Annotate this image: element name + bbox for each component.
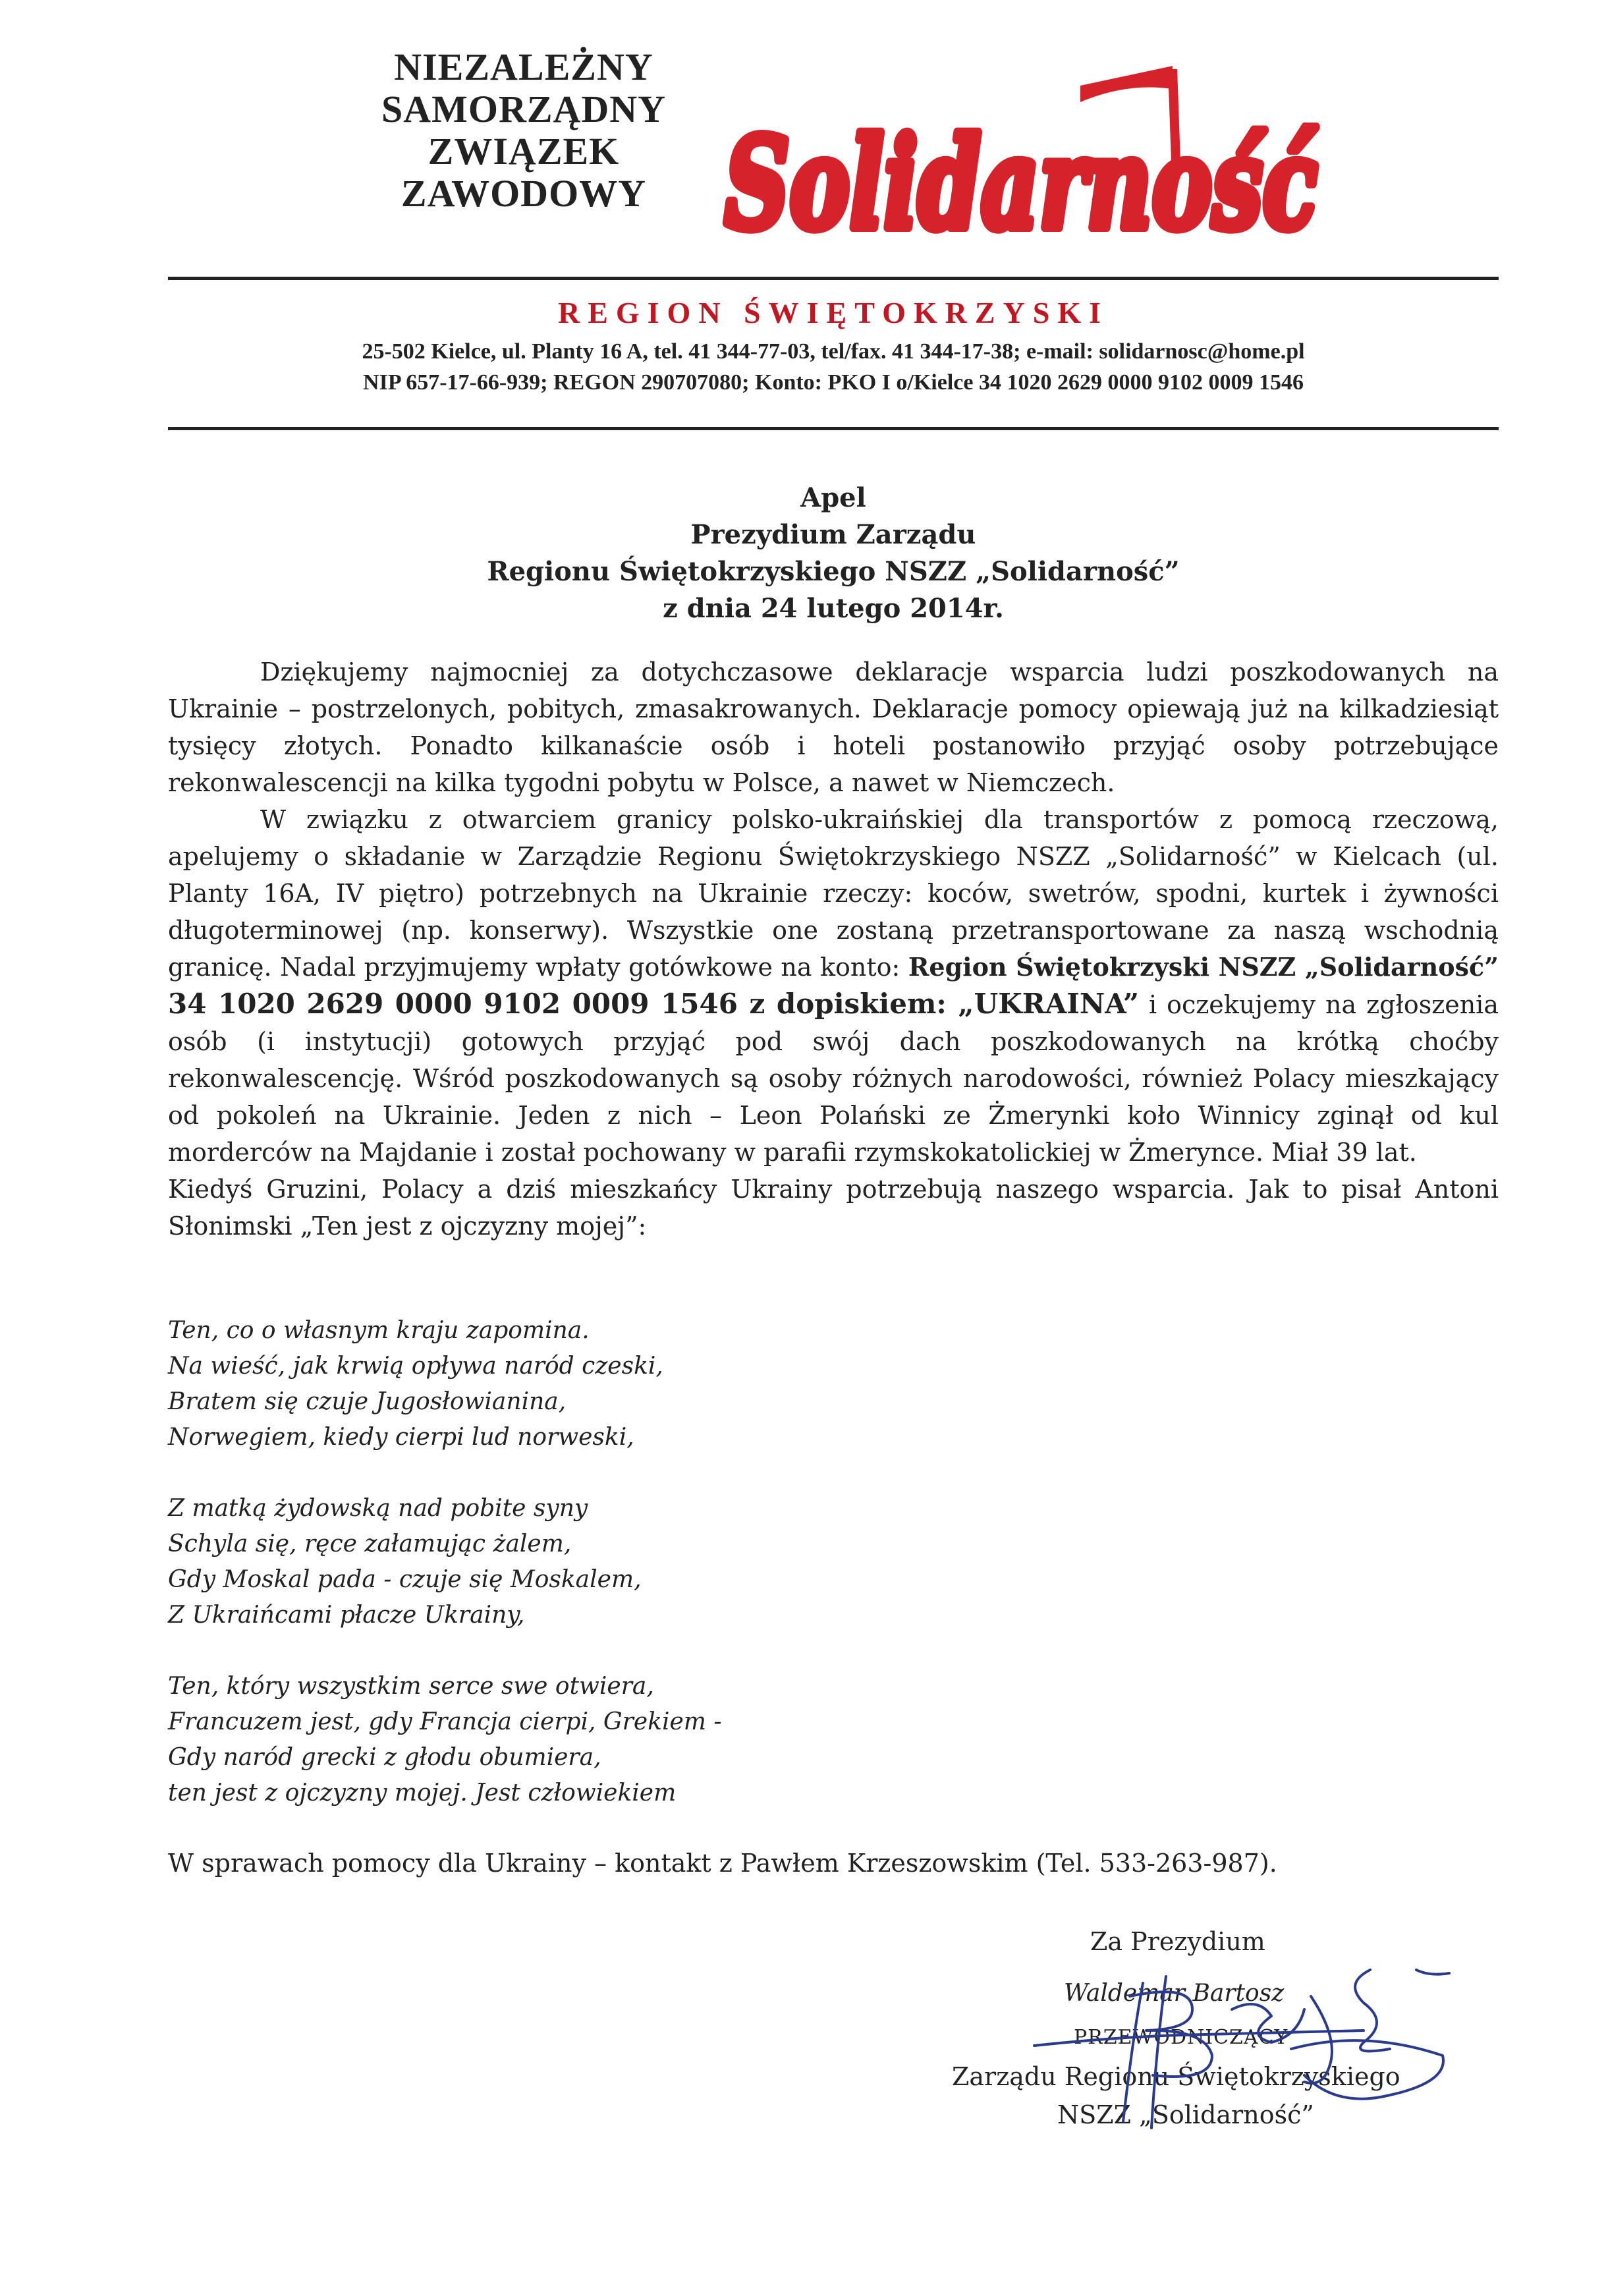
poem-stanza-2 — [168, 1491, 958, 1633]
poem-stanza-3 — [168, 1669, 958, 1811]
union-name-line-2: SAMORZĄDNY — [381, 88, 667, 130]
poem-line: Bratem się czuje Jugosłowianina, — [168, 1388, 567, 1415]
union-name-line-1: NIEZALEŻNY — [394, 45, 653, 88]
union-name-block — [339, 46, 708, 215]
poem-line: Norwegiem, kiedy cierpi lud norweski, — [168, 1424, 634, 1451]
title-line-4: z dnia 24 lutego 2014r. — [663, 593, 1004, 624]
paragraph-2 — [168, 801, 1499, 1171]
poem-line: Ten, co o własnym kraju zapomina. — [168, 1317, 590, 1344]
document-title — [168, 480, 1499, 627]
signatory-role: PRZEWODNICZĄCY — [1074, 2026, 1288, 2049]
paragraph-2-part-b: i oczekujemy na zgłoszenia osób (i instytucji) gotowych przyjąć pod swój dach poszkodowanych na krótką choćby rekonwalescencję. Wśród poszkodowanych są osoby różnych narodowości, również Polacy mieszkający od pokoleń na Ukrainie. Jeden z nich – Leon Polański ze Żmerynki koło Winnicy zginął od kul morderców na Majdanie i został pochowany w parafii rzymskokatolickiej w Żmerynce. Miał 39 lat. — [168, 990, 1499, 1167]
header-rule-top — [168, 277, 1499, 280]
poem-line: Z Ukraińcami płacze Ukrainy, — [168, 1602, 525, 1629]
handwritten-signature — [995, 1957, 1456, 2154]
title-line-1: Apel — [800, 482, 866, 513]
poem-line: Schyla się, ręce załamując żalem, — [168, 1530, 572, 1557]
union-name-line-3: ZWIĄZEK — [428, 130, 620, 173]
letter-body — [168, 654, 1499, 1245]
poem-stanza-1 — [168, 1313, 958, 1455]
poem-line: Francuzem jest, gdy Francja cierpi, Grekiem - — [168, 1708, 722, 1735]
poem-line: Gdy Moskal pada - czuje się Moskalem, — [168, 1566, 642, 1593]
paragraph-3: Kiedyś Gruzini, Polacy a dziś mieszkańcy Ukrainy potrzebują naszego wsparcia. Jak to pisał Antoni Słonimski „Ten jest z ojczyzny mojej”: — [168, 1175, 1499, 1241]
paragraph-1: Dziękujemy najmocniej za dotychczasowe deklaracje wsparcia ludzi poszkodowanych na Ukrainie – postrzelonych, pobitych, zmasakrowanych. Deklaracje pomocy opiewają już na kilkadziesiąt tysięcy złotych. Ponadto kilkanaście osób i hoteli postanowiło przyjąć osoby potrzebujące rekonwalescencji na kilka tygodni pobytu w Polsce, a nawet w Niemczech. — [168, 658, 1499, 797]
poem-line: Na wieść, jak krwią opływa naród czeski, — [168, 1353, 663, 1380]
poem-line: Ten, który wszystkim serce swe otwiera, — [168, 1673, 654, 1700]
union-line: NSZZ „Solidarność” — [1057, 2100, 1314, 2129]
solidarnosc-logo — [711, 63, 1344, 257]
poem-line: Z matką żydowską nad pobite syny — [168, 1495, 588, 1522]
poem — [168, 1313, 958, 1847]
for-presidium: Za Prezydium — [1090, 1927, 1265, 1956]
board-line: Zarządu Regionu Świętokrzyskiego — [952, 2062, 1400, 2091]
union-name-line-4: ZAWODOWY — [401, 172, 647, 215]
region-name: REGION ŚWIĘTOKRZYSKI — [557, 296, 1109, 329]
header-rule-bottom — [168, 427, 1499, 430]
paragraph-2-part-a: W związku z otwarciem granicy polsko-ukraińskiej dla transportów z pomocą rzeczową, apelujemy o składanie w Zarządzie Regionu Świętokrzyskiego NSZZ „Solidarność” w Kielcach (ul. Planty 16A, IV piętro) potrzebnych na Ukrainie rzeczy: koców, swetrów, spodni, kurtek i żywności długoterminowej (np. konserwy). Wszystkie one zostaną przetransportowane za naszą wschodnią granicę. Nadal przyjmujemy wpłaty gotówkowe na konto: — [168, 805, 1499, 982]
contact-line: W sprawach pomocy dla Ukrainy – kontakt z Pawłem Krzeszowskim (Tel. 533-263-987). — [168, 1849, 1277, 1878]
account-name: Region Świętokrzyski NSZZ „Solidarność” — [908, 952, 1499, 982]
address-line: 25-502 Kielce, ul. Planty 16 A, tel. 41 344-77-03, tel/fax. 41 344-17-38; e-mail: solidarnosc@home.pl — [362, 339, 1305, 364]
poem-line: ten jest z ojczyzny mojej. Jest człowiekiem — [168, 1779, 677, 1806]
signatory-name: Waldemar Bartosz — [1064, 1980, 1285, 2007]
account-number: 34 1020 2629 0000 9102 0009 1546 z dopiskiem: „UKRAINA” — [168, 988, 1140, 1020]
ids-line: NIP 657-17-66-939; REGON 290707080; Konto: PKO I o/Kielce 34 1020 2629 0000 9102 0009 1546 — [363, 370, 1304, 395]
title-line-3: Regionu Świętokrzyskiego NSZZ „Solidarność” — [487, 556, 1180, 587]
poem-line: Gdy naród grecki z głodu obumiera, — [168, 1744, 601, 1771]
title-line-2: Prezydium Zarządu — [690, 519, 976, 550]
logo-wordmark: Solidarność — [725, 110, 1317, 257]
